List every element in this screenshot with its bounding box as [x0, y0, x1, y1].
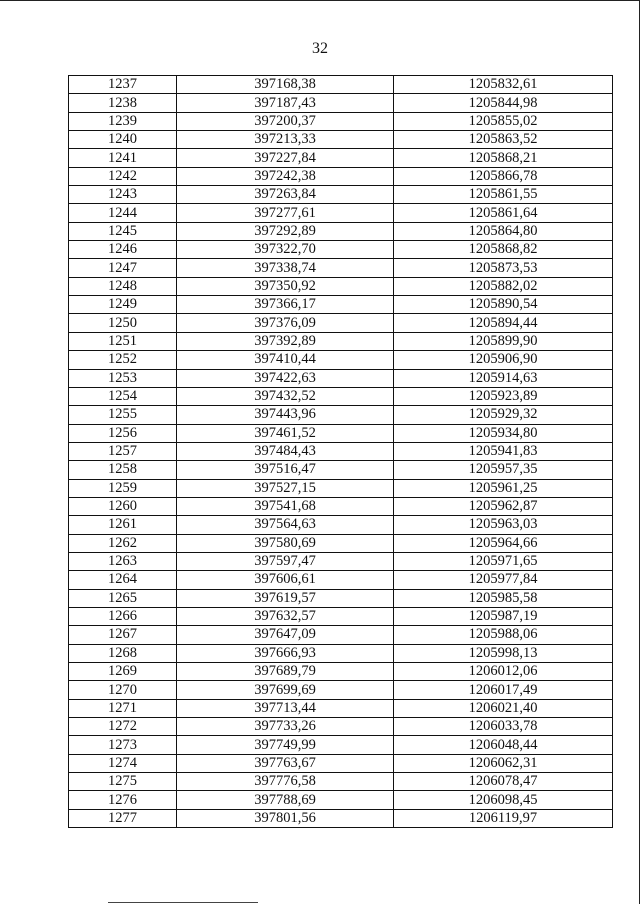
point-number-cell: 1244 — [69, 204, 177, 222]
x-coordinate-cell: 397366,17 — [177, 296, 394, 314]
x-coordinate-cell: 397277,61 — [177, 204, 394, 222]
x-coordinate-cell: 397597,47 — [177, 552, 394, 570]
y-coordinate-cell: 1205998,13 — [394, 644, 613, 662]
x-coordinate-cell: 397733,26 — [177, 718, 394, 736]
x-coordinate-cell: 397422,63 — [177, 369, 394, 387]
x-coordinate-cell: 397776,58 — [177, 773, 394, 791]
point-number-cell: 1274 — [69, 754, 177, 772]
y-coordinate-cell: 1205866,78 — [394, 167, 613, 185]
y-coordinate-cell: 1205963,03 — [394, 516, 613, 534]
coordinates-table-body — [69, 76, 613, 828]
point-number-cell: 1239 — [69, 112, 177, 130]
point-number-cell: 1259 — [69, 479, 177, 497]
y-coordinate-cell: 1205844,98 — [394, 94, 613, 112]
x-coordinate-cell: 397200,37 — [177, 112, 394, 130]
coordinates-table — [68, 75, 613, 828]
point-number-cell: 1251 — [69, 332, 177, 350]
point-number-cell: 1245 — [69, 222, 177, 240]
point-number-cell: 1250 — [69, 314, 177, 332]
y-coordinate-cell: 1205899,90 — [394, 332, 613, 350]
table-row — [69, 222, 613, 240]
point-number-cell: 1238 — [69, 94, 177, 112]
x-coordinate-cell: 397564,63 — [177, 516, 394, 534]
point-number-cell: 1255 — [69, 406, 177, 424]
table-row — [69, 809, 613, 827]
point-number-cell: 1263 — [69, 552, 177, 570]
point-number-cell: 1273 — [69, 736, 177, 754]
y-coordinate-cell: 1205882,02 — [394, 277, 613, 295]
table-row — [69, 607, 613, 625]
point-number-cell: 1270 — [69, 681, 177, 699]
point-number-cell: 1260 — [69, 497, 177, 515]
y-coordinate-cell: 1205868,82 — [394, 241, 613, 259]
x-coordinate-cell: 397432,52 — [177, 387, 394, 405]
y-coordinate-cell: 1206033,78 — [394, 718, 613, 736]
x-coordinate-cell: 397666,93 — [177, 644, 394, 662]
point-number-cell: 1249 — [69, 296, 177, 314]
point-number-cell: 1277 — [69, 809, 177, 827]
table-row — [69, 773, 613, 791]
point-number-cell: 1272 — [69, 718, 177, 736]
point-number-cell: 1243 — [69, 186, 177, 204]
table-row — [69, 351, 613, 369]
x-coordinate-cell: 397322,70 — [177, 241, 394, 259]
point-number-cell: 1269 — [69, 663, 177, 681]
point-number-cell: 1256 — [69, 424, 177, 442]
y-coordinate-cell: 1205873,53 — [394, 259, 613, 277]
x-coordinate-cell: 397527,15 — [177, 479, 394, 497]
point-number-cell: 1246 — [69, 241, 177, 259]
x-coordinate-cell: 397461,52 — [177, 424, 394, 442]
x-coordinate-cell: 397632,57 — [177, 607, 394, 625]
point-number-cell: 1253 — [69, 369, 177, 387]
point-number-cell: 1257 — [69, 442, 177, 460]
x-coordinate-cell: 397376,09 — [177, 314, 394, 332]
x-coordinate-cell: 397168,38 — [177, 76, 394, 94]
table-row — [69, 479, 613, 497]
y-coordinate-cell: 1205971,65 — [394, 552, 613, 570]
y-coordinate-cell: 1205929,32 — [394, 406, 613, 424]
x-coordinate-cell: 397699,69 — [177, 681, 394, 699]
table-row — [69, 369, 613, 387]
x-coordinate-cell: 397392,89 — [177, 332, 394, 350]
table-row — [69, 277, 613, 295]
point-number-cell: 1247 — [69, 259, 177, 277]
y-coordinate-cell: 1205906,90 — [394, 351, 613, 369]
point-number-cell: 1242 — [69, 167, 177, 185]
table-row — [69, 754, 613, 772]
x-coordinate-cell: 397541,68 — [177, 497, 394, 515]
table-row — [69, 663, 613, 681]
y-coordinate-cell: 1205894,44 — [394, 314, 613, 332]
table-row — [69, 387, 613, 405]
y-coordinate-cell: 1206098,45 — [394, 791, 613, 809]
table-row — [69, 461, 613, 479]
table-row — [69, 552, 613, 570]
y-coordinate-cell: 1205868,21 — [394, 149, 613, 167]
table-row — [69, 296, 613, 314]
y-coordinate-cell: 1205985,58 — [394, 589, 613, 607]
point-number-cell: 1275 — [69, 773, 177, 791]
x-coordinate-cell: 397606,61 — [177, 571, 394, 589]
x-coordinate-cell: 397619,57 — [177, 589, 394, 607]
table-row — [69, 241, 613, 259]
table-row — [69, 534, 613, 552]
point-number-cell: 1241 — [69, 149, 177, 167]
table-row — [69, 442, 613, 460]
table-row — [69, 131, 613, 149]
point-number-cell: 1266 — [69, 607, 177, 625]
x-coordinate-cell: 397338,74 — [177, 259, 394, 277]
table-row — [69, 314, 613, 332]
table-row — [69, 626, 613, 644]
table-row — [69, 94, 613, 112]
table-row — [69, 112, 613, 130]
table-row — [69, 718, 613, 736]
y-coordinate-cell: 1206012,06 — [394, 663, 613, 681]
x-coordinate-cell: 397350,92 — [177, 277, 394, 295]
y-coordinate-cell: 1205914,63 — [394, 369, 613, 387]
table-row — [69, 681, 613, 699]
table-row — [69, 167, 613, 185]
point-number-cell: 1240 — [69, 131, 177, 149]
table-row — [69, 204, 613, 222]
y-coordinate-cell: 1205964,66 — [394, 534, 613, 552]
y-coordinate-cell: 1205832,61 — [394, 76, 613, 94]
x-coordinate-cell: 397227,84 — [177, 149, 394, 167]
y-coordinate-cell: 1206048,44 — [394, 736, 613, 754]
x-coordinate-cell: 397763,67 — [177, 754, 394, 772]
table-row — [69, 736, 613, 754]
point-number-cell: 1252 — [69, 351, 177, 369]
point-number-cell: 1254 — [69, 387, 177, 405]
x-coordinate-cell: 397516,47 — [177, 461, 394, 479]
x-coordinate-cell: 397801,56 — [177, 809, 394, 827]
point-number-cell: 1237 — [69, 76, 177, 94]
point-number-cell: 1248 — [69, 277, 177, 295]
x-coordinate-cell: 397187,43 — [177, 94, 394, 112]
x-coordinate-cell: 397484,43 — [177, 442, 394, 460]
point-number-cell: 1268 — [69, 644, 177, 662]
y-coordinate-cell: 1205890,54 — [394, 296, 613, 314]
y-coordinate-cell: 1205855,02 — [394, 112, 613, 130]
table-row — [69, 406, 613, 424]
point-number-cell: 1267 — [69, 626, 177, 644]
point-number-cell: 1258 — [69, 461, 177, 479]
y-coordinate-cell: 1205861,55 — [394, 186, 613, 204]
x-coordinate-cell: 397580,69 — [177, 534, 394, 552]
point-number-cell: 1265 — [69, 589, 177, 607]
table-row — [69, 644, 613, 662]
y-coordinate-cell: 1205941,83 — [394, 442, 613, 460]
y-coordinate-cell: 1205957,35 — [394, 461, 613, 479]
table-row — [69, 571, 613, 589]
y-coordinate-cell: 1206017,49 — [394, 681, 613, 699]
y-coordinate-cell: 1205934,80 — [394, 424, 613, 442]
table-row — [69, 791, 613, 809]
y-coordinate-cell: 1205864,80 — [394, 222, 613, 240]
y-coordinate-cell: 1205863,52 — [394, 131, 613, 149]
x-coordinate-cell: 397242,38 — [177, 167, 394, 185]
x-coordinate-cell: 397292,89 — [177, 222, 394, 240]
x-coordinate-cell: 397213,33 — [177, 131, 394, 149]
y-coordinate-cell: 1205962,87 — [394, 497, 613, 515]
table-row — [69, 589, 613, 607]
y-coordinate-cell: 1206021,40 — [394, 699, 613, 717]
x-coordinate-cell: 397749,99 — [177, 736, 394, 754]
page-number: 32 — [312, 40, 328, 57]
table-row — [69, 259, 613, 277]
x-coordinate-cell: 397689,79 — [177, 663, 394, 681]
table-row — [69, 76, 613, 94]
table-row — [69, 497, 613, 515]
table-row — [69, 424, 613, 442]
table-row — [69, 186, 613, 204]
point-number-cell: 1261 — [69, 516, 177, 534]
y-coordinate-cell: 1205923,89 — [394, 387, 613, 405]
x-coordinate-cell: 397713,44 — [177, 699, 394, 717]
x-coordinate-cell: 397788,69 — [177, 791, 394, 809]
y-coordinate-cell: 1205861,64 — [394, 204, 613, 222]
table-row — [69, 516, 613, 534]
x-coordinate-cell: 397647,09 — [177, 626, 394, 644]
table-row — [69, 332, 613, 350]
y-coordinate-cell: 1206062,31 — [394, 754, 613, 772]
point-number-cell: 1264 — [69, 571, 177, 589]
table-row — [69, 699, 613, 717]
point-number-cell: 1276 — [69, 791, 177, 809]
y-coordinate-cell: 1206078,47 — [394, 773, 613, 791]
x-coordinate-cell: 397410,44 — [177, 351, 394, 369]
page-border-top — [0, 0, 640, 1]
table-row — [69, 149, 613, 167]
point-number-cell: 1271 — [69, 699, 177, 717]
y-coordinate-cell: 1205977,84 — [394, 571, 613, 589]
x-coordinate-cell: 397263,84 — [177, 186, 394, 204]
y-coordinate-cell: 1205987,19 — [394, 607, 613, 625]
footnote-line — [108, 902, 258, 903]
y-coordinate-cell: 1206119,97 — [394, 809, 613, 827]
point-number-cell: 1262 — [69, 534, 177, 552]
y-coordinate-cell: 1205961,25 — [394, 479, 613, 497]
x-coordinate-cell: 397443,96 — [177, 406, 394, 424]
y-coordinate-cell: 1205988,06 — [394, 626, 613, 644]
